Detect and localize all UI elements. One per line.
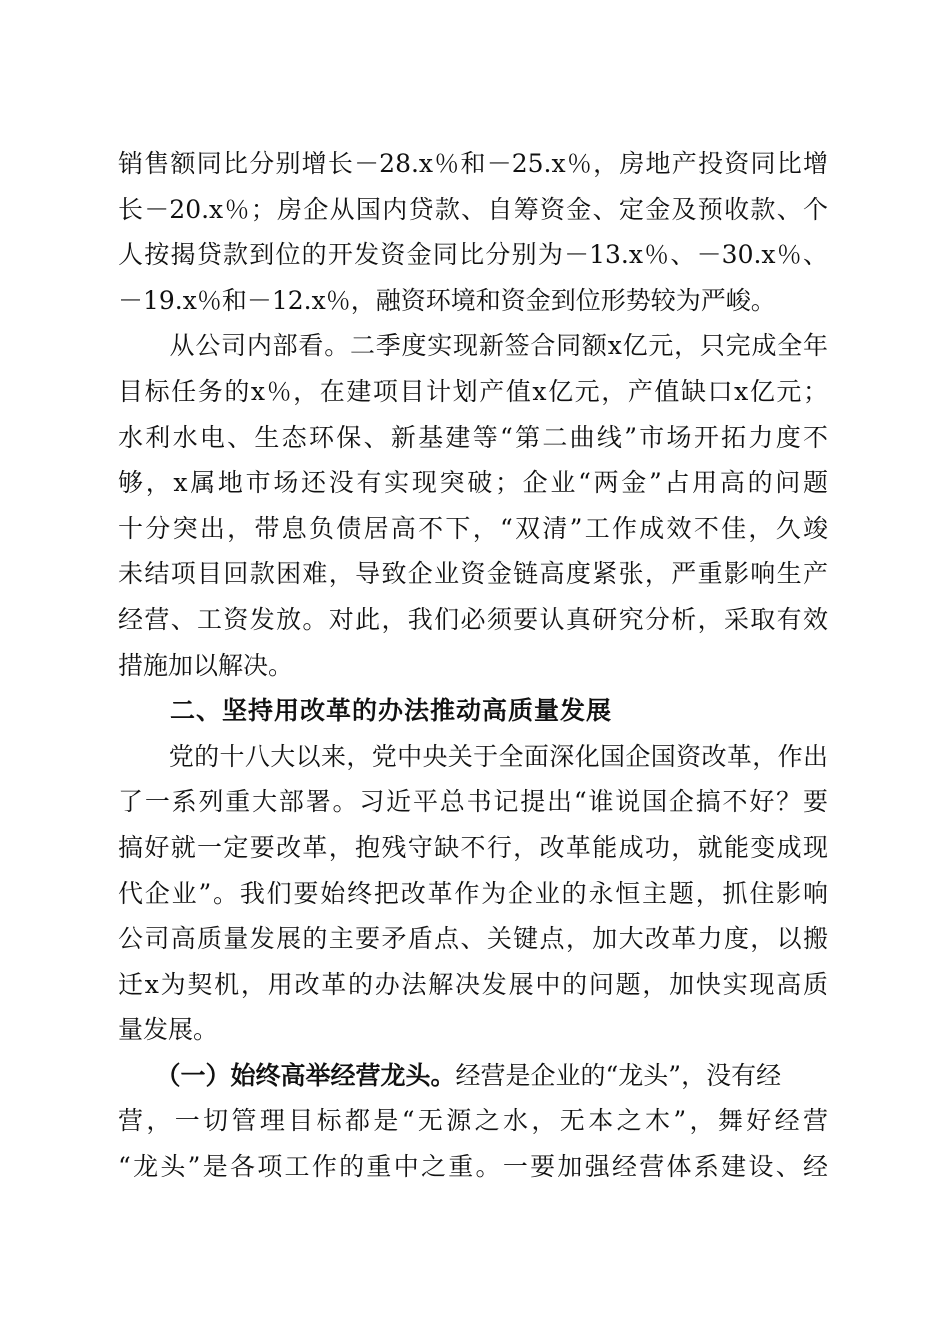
text-line <box>118 1053 828 1099</box>
section-heading: 二、坚持用改革的办法推动高质量发展 <box>118 696 613 726</box>
paragraph-3 <box>118 734 828 1053</box>
text-line: 十分突出，带息负债居高不下，“双清”工作成效不佳，久竣 <box>118 513 828 543</box>
text-line: 水利水电、生态环保、新基建等“第二曲线”市场开拓力度不 <box>118 422 828 452</box>
text-line: －19.x％和－12.x％，融资环境和资金到位形势较为严峻。 <box>118 285 776 315</box>
text-line: 目标任务的x％，在建项目计划产值x亿元，产值缺口x亿元； <box>118 376 828 406</box>
text-line: 营，一切管理目标都是“无源之水，无本之木”，舞好经营 <box>118 1106 828 1136</box>
text-line: 人按揭贷款到位的开发资金同比分别为－13.x％、－30.x％、 <box>118 240 828 270</box>
text-line: 长－20.x％；房企从国内贷款、自筹资金、定金及预收款、个 <box>118 194 828 224</box>
document-body <box>118 141 828 1190</box>
text-span: 经营是企业的“龙头”，没有经 <box>455 1060 782 1090</box>
text-line: 够，x属地市场还没有实现突破；企业“两金”占用高的问题 <box>118 468 828 498</box>
text-line: 搞好就一定要改革，抱残守缺不行，改革能成功，就能变成现 <box>118 832 828 862</box>
text-line: 代企业”。我们要始终把改革作为企业的永恒主题，抓住影响 <box>118 878 828 908</box>
text-line: 了一系列重大部署。习近平总书记提出“谁说国企搞不好？要 <box>118 787 828 817</box>
text-line: 未结项目回款困难，导致企业资金链高度紧张，严重影响生产 <box>118 559 828 589</box>
text-line: 经营、工资发放。对此，我们必须要认真研究分析，采取有效 <box>118 604 828 634</box>
text-line: 党的十八大以来，党中央关于全面深化国企国资改革，作出 <box>118 741 828 771</box>
subsection-lead: （一）始终高举经营龙头。 <box>118 1060 456 1090</box>
text-line: 量发展。 <box>118 1015 219 1045</box>
paragraph-4 <box>118 1053 828 1190</box>
text-line: 从公司内部看。二季度实现新签合同额x亿元，只完成全年 <box>118 331 828 361</box>
text-line: 销售额同比分别增长－28.x％和－25.x％，房地产投资同比增 <box>118 149 828 178</box>
paragraph-1 <box>118 141 828 323</box>
paragraph-2 <box>118 323 828 688</box>
text-line: 公司高质量发展的主要矛盾点、关键点，加大改革力度，以搬 <box>118 924 828 954</box>
text-line: 措施加以解决。 <box>118 650 294 680</box>
text-line: 迁x为契机，用改革的办法解决发展中的问题，加快实现高质 <box>118 969 828 999</box>
text-line: “龙头”是各项工作的重中之重。一要加强经营体系建设、经 <box>118 1152 828 1182</box>
